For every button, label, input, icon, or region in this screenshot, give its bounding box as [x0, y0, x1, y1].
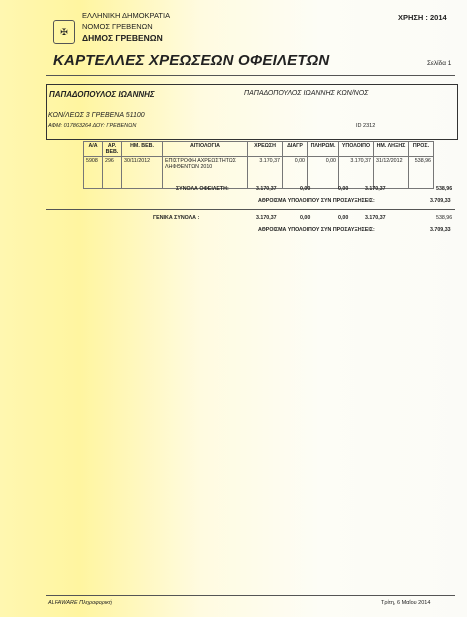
republic-label: ΕΛΛΗΝΙΚΗ ΔΗΜΟΚΡΑΤΙΑ: [82, 11, 171, 20]
table-cell: 538,96: [409, 157, 434, 189]
table-cell: 30/11/2012: [122, 157, 163, 189]
grand-total-surcharge: 538,96: [436, 215, 453, 221]
debtor-total-balance: 3.170,37: [365, 186, 386, 192]
table-cell: 0,00: [308, 157, 339, 189]
table-cell: ΕΠΙΣΤΡΟΦΗ ΑΧΡΕΩΣΤΗΤΩΣ ΛΗΦΘΕΝΤΩΝ 2010: [163, 157, 248, 189]
grand-totals-label: ΓΕΝΙΚΑ ΣΥΝΟΛΑ :: [153, 215, 200, 221]
debtor-totals-label: ΣΥΝΟΛΑ ΟΦΕΙΛΕΤΗ:: [176, 186, 229, 192]
grand-sum-value: 3.709,33: [430, 227, 451, 233]
debtor-sum-value: 3.709,33: [430, 198, 451, 204]
debtor-full-name: ΠΑΠΑΔΟΠΟΥΛΟΣ ΙΩΑΝΝΗΣ ΚΩΝ/ΝΟΣ: [244, 90, 369, 97]
table-cell: 31/12/2012: [374, 157, 409, 189]
debtor-name: ΠΑΠΑΔΟΠΟΥΛΟΣ ΙΩΑΝΝΗΣ: [49, 90, 155, 99]
column-header: ΑΡ. ΒΕΒ.: [103, 142, 122, 157]
debtor-total-charge: 3.170,37: [256, 186, 277, 192]
debtor-total-paid: 0,00: [338, 186, 349, 192]
column-header: ΧΡΕΩΣΗ: [248, 142, 283, 157]
print-date: Τρίτη, 6 Μαΐου 2014: [381, 600, 431, 606]
debtor-total-surcharge: 538,96: [436, 186, 453, 192]
page-number: Σελίδα 1: [427, 60, 452, 67]
software-credit: ALFAWARE Πληροφορική: [48, 600, 112, 606]
debtor-id: ID 2312: [356, 123, 376, 129]
grand-total-balance: 3.170,37: [365, 215, 386, 221]
charges-table: [83, 141, 434, 189]
debtor-address: ΚΩΝ/ΛΕΩΣ 3 ΓΡΕΒΕΝΑ 51100: [48, 112, 145, 119]
table-cell: 0,00: [283, 157, 308, 189]
fiscal-year-label: ΧΡΗΣΗ : 2014: [398, 13, 447, 22]
grand-total-deleted: 0,00: [300, 215, 311, 221]
table-header-row: [84, 142, 434, 157]
column-header: ΗΜ. ΛΗΞΗΣ: [374, 142, 409, 157]
table-cell: 3.170,37: [248, 157, 283, 189]
title-divider: [46, 75, 455, 76]
table-cell: 296: [103, 157, 122, 189]
table-cell: 3.170,37: [339, 157, 374, 189]
column-header: ΠΡΟΣ.: [409, 142, 434, 157]
column-header: Α/Α: [84, 142, 103, 157]
debtor-total-deleted: 0,00: [300, 186, 311, 192]
grand-sum-label: ΑΘΡΟΙΣΜΑ ΥΠΟΛΟΙΠΟΥ ΣΥΝ ΠΡΟΣΑΥΞΗΣΕΙΣ:: [258, 227, 375, 233]
column-header: ΔΙΑΓΡ: [283, 142, 308, 157]
page-title: ΚΑΡΤΕΛΛΕΣ ΧΡΕΩΣΕΩΝ ΟΦΕΙΛΕΤΩΝ: [53, 52, 330, 69]
totals-divider: [46, 209, 455, 210]
grand-total-paid: 0,00: [338, 215, 349, 221]
debtor-tax-info: ΑΦΜ: 017863264 ΔΟΥ: ΓΡΕΒΕΝΩΝ: [48, 123, 137, 129]
footer-divider: [46, 595, 455, 596]
municipality-label: ΔΗΜΟΣ ΓΡΕΒΕΝΩΝ: [82, 33, 163, 43]
column-header: ΥΠΟΛΟΙΠΟ: [339, 142, 374, 157]
column-header: ΗΜ. ΒΕΒ.: [122, 142, 163, 157]
coat-of-arms-seal-icon: ✠: [53, 20, 75, 44]
debtor-sum-label: ΑΘΡΟΙΣΜΑ ΥΠΟΛΟΙΠΟΥ ΣΥΝ ΠΡΟΣΑΥΞΗΣΕΙΣ:: [258, 198, 375, 204]
table-row: [84, 157, 434, 189]
grand-total-charge: 3.170,37: [256, 215, 277, 221]
prefecture-label: ΝΟΜΟΣ ΓΡΕΒΕΝΩΝ: [82, 22, 153, 31]
column-header: ΑΙΤΙΟΛΟΓΙΑ: [163, 142, 248, 157]
column-header: ΠΛΗΡΩΜ.: [308, 142, 339, 157]
table-cell: 5908: [84, 157, 103, 189]
